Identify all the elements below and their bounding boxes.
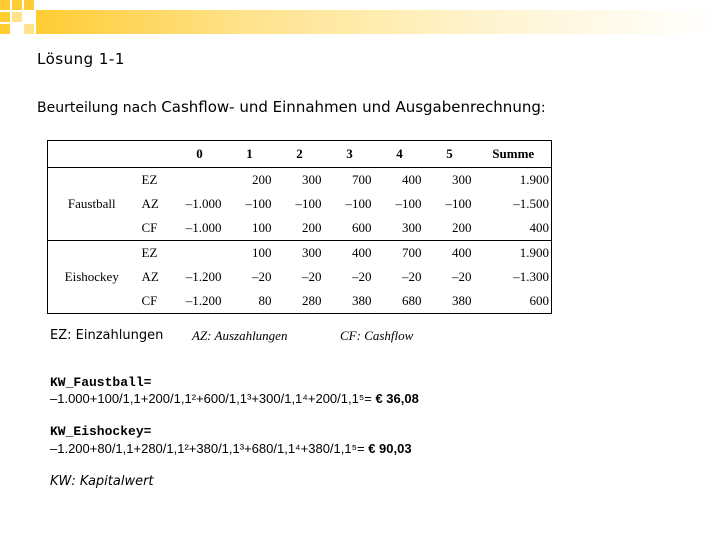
table-cell: 600 [478,289,552,313]
subtitle-suffix: : [540,100,546,116]
group-label: Faustball [48,168,136,241]
header-square [0,24,10,34]
kw-faustball-label: KW_Faustball= [50,375,152,390]
header-square [12,0,22,10]
table-cell: 80 [228,289,278,313]
kw-faustball-expression: –1.000+100/1,1+200/1,1²+600/1,1³+300/1,1⁴+200/1,1⁵= [50,391,376,406]
table-cell: 300 [278,168,328,192]
table-cell: 1.900 [478,240,552,264]
table-cell: –20 [252,268,272,284]
table-cell: –20 [452,268,472,284]
table-cell: 200 [428,216,478,240]
column-header: 4 [378,141,428,168]
header-square [24,24,34,34]
table-cell: 300 [378,216,428,240]
legend-ez: EZ: Einzahlungen [50,328,164,343]
table-cell: –1.000 [178,216,228,240]
table-cell: 1.900 [478,168,552,192]
row-type: CF [136,289,178,313]
table-cell: 700 [402,244,422,260]
column-header: Summe [478,141,552,168]
table-cell: 280 [278,289,328,313]
subtitle-main: Cashflow- und Einnahmen und Ausgabenrechnung [161,98,541,116]
table-cell: 200 [278,216,328,240]
table-cell: –100 [445,195,472,211]
group-label: Eishockey [48,240,136,313]
table-cell: 400 [378,168,428,192]
table-cell: –1.200 [178,289,228,313]
subtitle-prefix: Beurteilung nach [37,100,162,116]
row-type: AZ [141,268,159,284]
header-band [36,10,720,34]
column-header: 0 [178,141,228,168]
table-cell: 380 [428,289,478,313]
table-cell: 700 [328,168,378,192]
table-cell: 300 [302,244,322,260]
table-cell: 100 [252,244,272,260]
header-square [24,0,34,10]
table-cell: –1.200 [185,268,222,284]
table-cell: 400 [478,216,552,240]
header-square [0,0,10,10]
row-type: EZ [141,244,158,260]
cashflow-table [47,140,552,314]
column-header: 5 [428,141,478,168]
legend-az: AZ: Auszahlungen [192,328,288,343]
kw-faustball-formula [50,391,419,406]
table-cell: –20 [352,268,372,284]
table-cell: –100 [395,195,422,211]
slide-title: Lösung 1-1 [37,50,125,68]
table-cell [178,240,228,264]
legend-cf: CF: Cashflow [340,328,414,343]
table-cell: –1.300 [478,265,552,289]
table-header-corner [136,141,178,168]
table-cell: 400 [452,244,472,260]
kw-eishockey-result: € 90,03 [368,441,412,456]
table-cell: 600 [328,216,378,240]
kw-eishockey-formula [50,441,412,456]
column-header: 1 [228,141,278,168]
table-cell: 680 [378,289,428,313]
header-square [12,12,22,22]
table-cell: 200 [228,168,278,192]
table-cell: 300 [428,168,478,192]
table-cell: –100 [345,195,372,211]
column-header: 2 [278,141,328,168]
table-row [48,168,552,192]
table-cell: –1.500 [478,192,552,216]
table-row [48,240,552,264]
header-square [0,12,10,22]
table-header-row [48,141,552,168]
kw-faustball-result: € 36,08 [375,391,419,406]
table-cell: 400 [352,244,372,260]
column-header: 3 [328,141,378,168]
kw-note: KW: Kapitalwert [50,474,154,489]
table-header-corner [48,141,136,168]
kw-eishockey-label: KW_Eishockey= [50,424,152,439]
row-type: AZ [141,195,159,211]
table-cell: –20 [302,268,322,284]
table-cell [178,168,228,192]
row-type: CF [136,216,178,240]
table-cell: –100 [295,195,322,211]
slide-subtitle [37,98,546,116]
kw-eishockey-expression: –1.200+80/1,1+280/1,1²+380/1,1³+680/1,1⁴+380/1,1⁵= [50,441,369,456]
table-cell: –100 [245,195,272,211]
table-cell: –1.000 [185,195,222,211]
table-cell: 100 [228,216,278,240]
row-type: EZ [136,168,178,192]
table-cell: 380 [328,289,378,313]
table-cell: –20 [402,268,422,284]
